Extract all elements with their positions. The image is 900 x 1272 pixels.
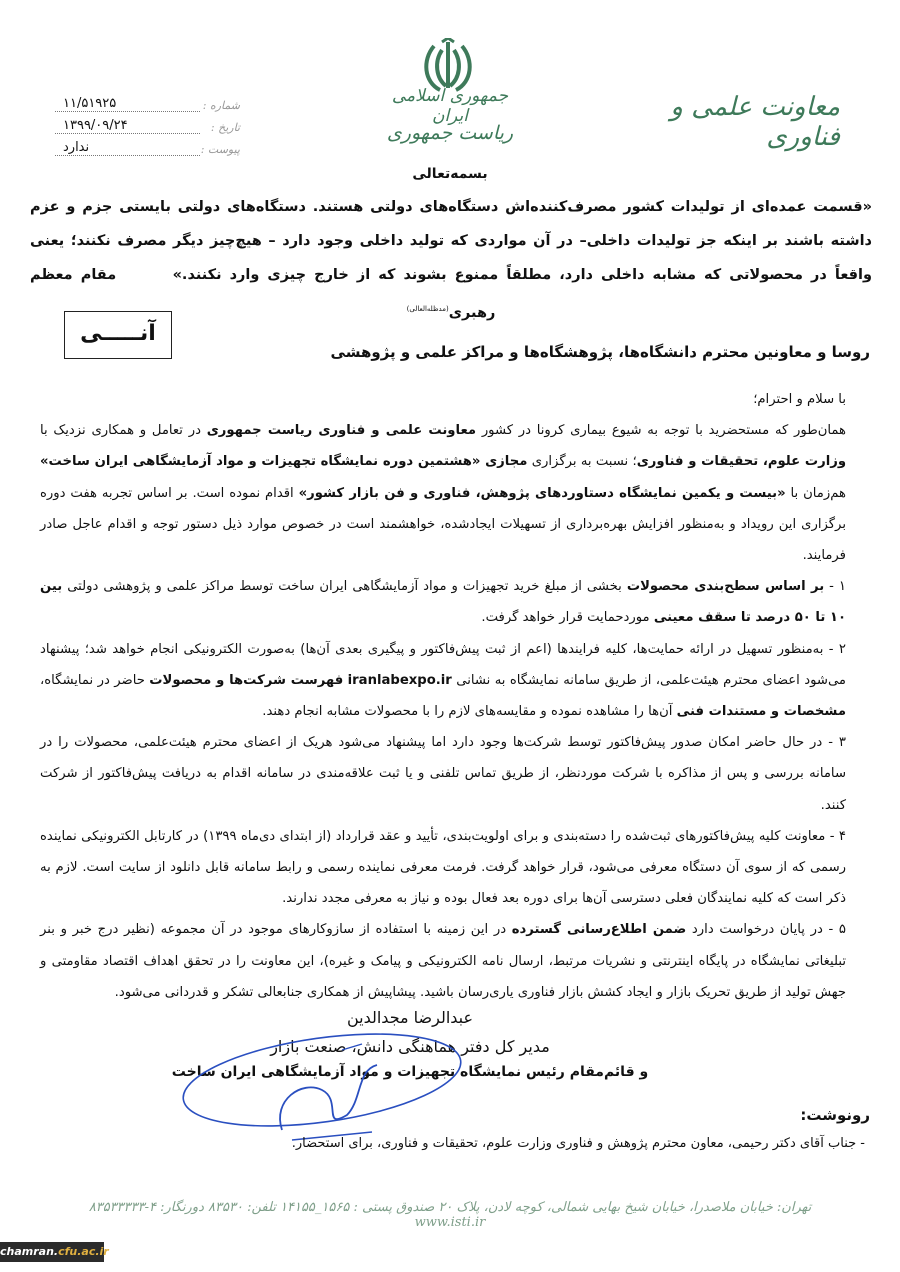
text-segment: بخشی از مبلغ خرید تجهیزات و مواد آزمایشگاهی ایران ساخت توسط مراکز علمی و پژوهشی دولتی: [62, 579, 627, 595]
bold-text: ضمن اطلاع‌رسانی گسترده: [511, 922, 687, 938]
government-line-2: ریاست جمهوری: [386, 122, 514, 144]
bold-text: iranlabexpo.ir: [347, 672, 452, 688]
letter-body: [40, 384, 846, 1008]
quote-attribution: مقام معظم رهبری: [30, 267, 496, 321]
list-item: [40, 821, 846, 915]
item-list: [40, 571, 846, 1008]
intro-paragraph: [40, 415, 846, 571]
list-item: [40, 914, 846, 1008]
footer-address: تهران: خیابان ملاصدرا، خیابان شیخ بهایی شمالی، کوچه لادن، پلاک ۲۰ صندوق پستی : ۱۵۶۵_۱۴۱۵۵ تلفن: ۸۳۵۳۰ دورنگار: ۴-۸۳۵۳۳۳۳۳ www.isti.ir: [88, 1200, 812, 1230]
text-segment: هم‌زمان با: [785, 485, 846, 501]
signatory-name: عبدالرضا مجدالدین: [346, 1008, 474, 1027]
text-segment: در تعامل و همکاری نزدیک با: [40, 423, 207, 439]
meta-attachment: پیوست : ندارد: [55, 134, 240, 156]
greeting: با سلام و احترام؛: [753, 392, 846, 407]
item-number: ۴ -: [825, 828, 846, 844]
bold-text: بر اساس سطح‌بندی محصولات: [626, 579, 825, 595]
government-line-1: جمهوری اسلامی ایران: [391, 86, 509, 126]
text-segment: در پایان درخواست دارد: [686, 922, 823, 938]
bold-text: فهرست شرکت‌ها و محصولات: [149, 672, 344, 688]
text-segment: ؛ نسبت به برگزاری: [527, 454, 637, 470]
addressee: روسا و معاونین محترم دانشگاه‌ها، پژوهشگاه‌ها و مراکز علمی و پژوهشی: [330, 343, 870, 361]
signatory-title-2: و قائم‌مقام رئیس نمایشگاه تجهیزات و مواد آزمایشگاهی ایران ساخت: [171, 1064, 649, 1080]
item-number: ۳ -: [822, 735, 846, 751]
meta-number: شماره : ۱۱/۵۱۹۲۵: [55, 90, 240, 112]
cc-heading: رونوشت:: [800, 1106, 870, 1124]
letter-meta: [55, 90, 240, 156]
item-number: ۵ -: [822, 922, 846, 938]
meta-date: تاریخ : ۱۳۹۹/۰۹/۲۴: [55, 112, 240, 134]
quote-text: «قسمت عمده‌ای از تولیدات کشور مصرف‌کننده‌اش دستگاه‌های دولتی هستند. دستگاه‌های دولتی بایستی جزم و عزم داشته باشند بر اینکه جز تولیدات داخلی– در آن مواردی که تولید داخلی وجود دارد – هیچ‌چیز دیگر مصرف نکنند؛ یعنی واقعاً در محصولاتی که مشابه داخلی دارد، مطلقاً ممنوع بشوند که از خارج چیزی وارد نکنند.»: [30, 199, 872, 283]
cc-recipient: - جناب آقای دکتر رحیمی، معاون محترم پژوهش و فناوری وزارت علوم، تحقیقات و فناوری، برای استحضار.: [291, 1136, 865, 1151]
bold-text: وزارت علوم، تحقیقات و فناوری: [636, 454, 847, 470]
text-segment: اقدام نموده است. بر اساس تجربه هفت دوره برگزاری این رویداد و به‌منظور افزایش بهره‌برداری از تسهیلات ایجادشده، خواهشمند است در خصوص موارد ذیل دستور توجه و اقدام عاجل صادر فرمایند.: [40, 485, 846, 564]
text-segment: در حال حاضر امکان صدور پیش‌فاکتور توسط شرکت‌ها وجود دارد اما پیشنهاد می‌شود هریک از اعضای محترم هیئت‌علمی، محصولات را در سامانه بررسی و پس از مذاکره با شرکت موردنظر، از طریق تماس تلفنی و یا ثبت علاقه‌مندی در سامانه اقدام به دریافت پیش‌فاکتور از شرکت کنند.: [40, 735, 846, 813]
text-segment: در این زمینه با استفاده از سازوکارهای موجود در آن مجموعه (نظیر درج خبر و بنر تبلیغاتی نمایشگاه در پایگاه اینترنتی و نشریات مرتبط، ارسال نامه الکترونیکی و پیامک و غیره)، این معاونت را در تحقق اهداف اقتصاد مقاومتی و جهش تولید از طریق تحریک بازار و ایجاد کشش بازار فناوری یاری‌رسان باشید. پیشاپیش از همکاری جنابعالی تشکر و قدردانی می‌شود.: [40, 922, 846, 1000]
bold-text: بین ۱۰ تا ۵۰ درصد تا سقف معینی: [40, 579, 846, 626]
watermark-logo: chamran.cfu.ac.ir: [0, 1242, 104, 1262]
signatory-title: مدیر کل دفتر هماهنگی دانش، صنعت بازار: [270, 1037, 550, 1056]
bold-text: «بیست و یکمین نمایشگاه دستاوردهای پژوهش، فناوری و فن بازار کشور»: [298, 485, 786, 501]
urgent-box: آنـــــی: [64, 311, 172, 359]
handwritten-signature: [172, 1020, 462, 1150]
text-segment: به‌منظور تسهیل در ارائه حمایت‌ها، کلیه فرایندها (اعم از ثبت پیش‌فاکتور و پیگیری بعدی آن‌ها) به‌صورت الکترونیکی انجام خواهد شد؛ پیشنهاد می‌شود اعضای محترم هیئت‌علمی، از طریق سامانه نمایشگاه به نشانی: [40, 641, 846, 688]
text-segment: معاونت کلیه پیش‌فاکتورهای ثبت‌شده را دسته‌بندی و برای اولویت‌بندی، تأیید و عقد قرارداد (از ابتدای دی‌ماه ۱۳۹۹) در کارتابل الکترونیکی نماینده رسمی که از سوی آن دستگاه معرفی می‌شود، قرار خواهد گرفت. فرمت معرفی نماینده رسمی و رابط سامانه قابل دانلود از سایت است. لازم به ذکر است که کلیه نمایندگان فعلی دسترسی آن‌ها برای دوره بعد فعال بوده و نیاز به معرفی مجدد ندارند.: [40, 828, 846, 907]
bismillah: بسمه‌تعالی: [412, 166, 488, 182]
text-segment: آن‌ها را مشاهده نموده و مقایسه‌های لازم را با محصولات مشابه انجام دهند.: [262, 704, 677, 720]
bold-text: مجازی «هشتمین دوره نمایشگاه تجهیزات و مواد آزمایشگاهی ایران ساخت»: [40, 454, 528, 470]
text-segment: همان‌طور که مستحضرید با توجه به شیوع بیماری کرونا در کشور: [476, 423, 847, 439]
quote-honorific: (مدظله‌العالی): [406, 305, 449, 313]
item-number: ۲ -: [823, 641, 846, 657]
text-segment: حاضر در نمایشگاه،: [40, 672, 150, 688]
list-item: [40, 571, 846, 633]
item-number: ۱ -: [824, 579, 846, 595]
text-segment: موردحمایت قرار خواهد گرفت.: [481, 610, 654, 626]
bold-text: مشخصات و مستندات فنی: [676, 704, 846, 720]
list-item: [40, 727, 846, 821]
bold-text: معاونت علمی و فناوری ریاست جمهوری: [206, 423, 477, 439]
leader-quote: [30, 190, 872, 330]
office-logo-text: معاونت علمی و فناوری: [670, 92, 840, 152]
list-item: [40, 634, 846, 728]
